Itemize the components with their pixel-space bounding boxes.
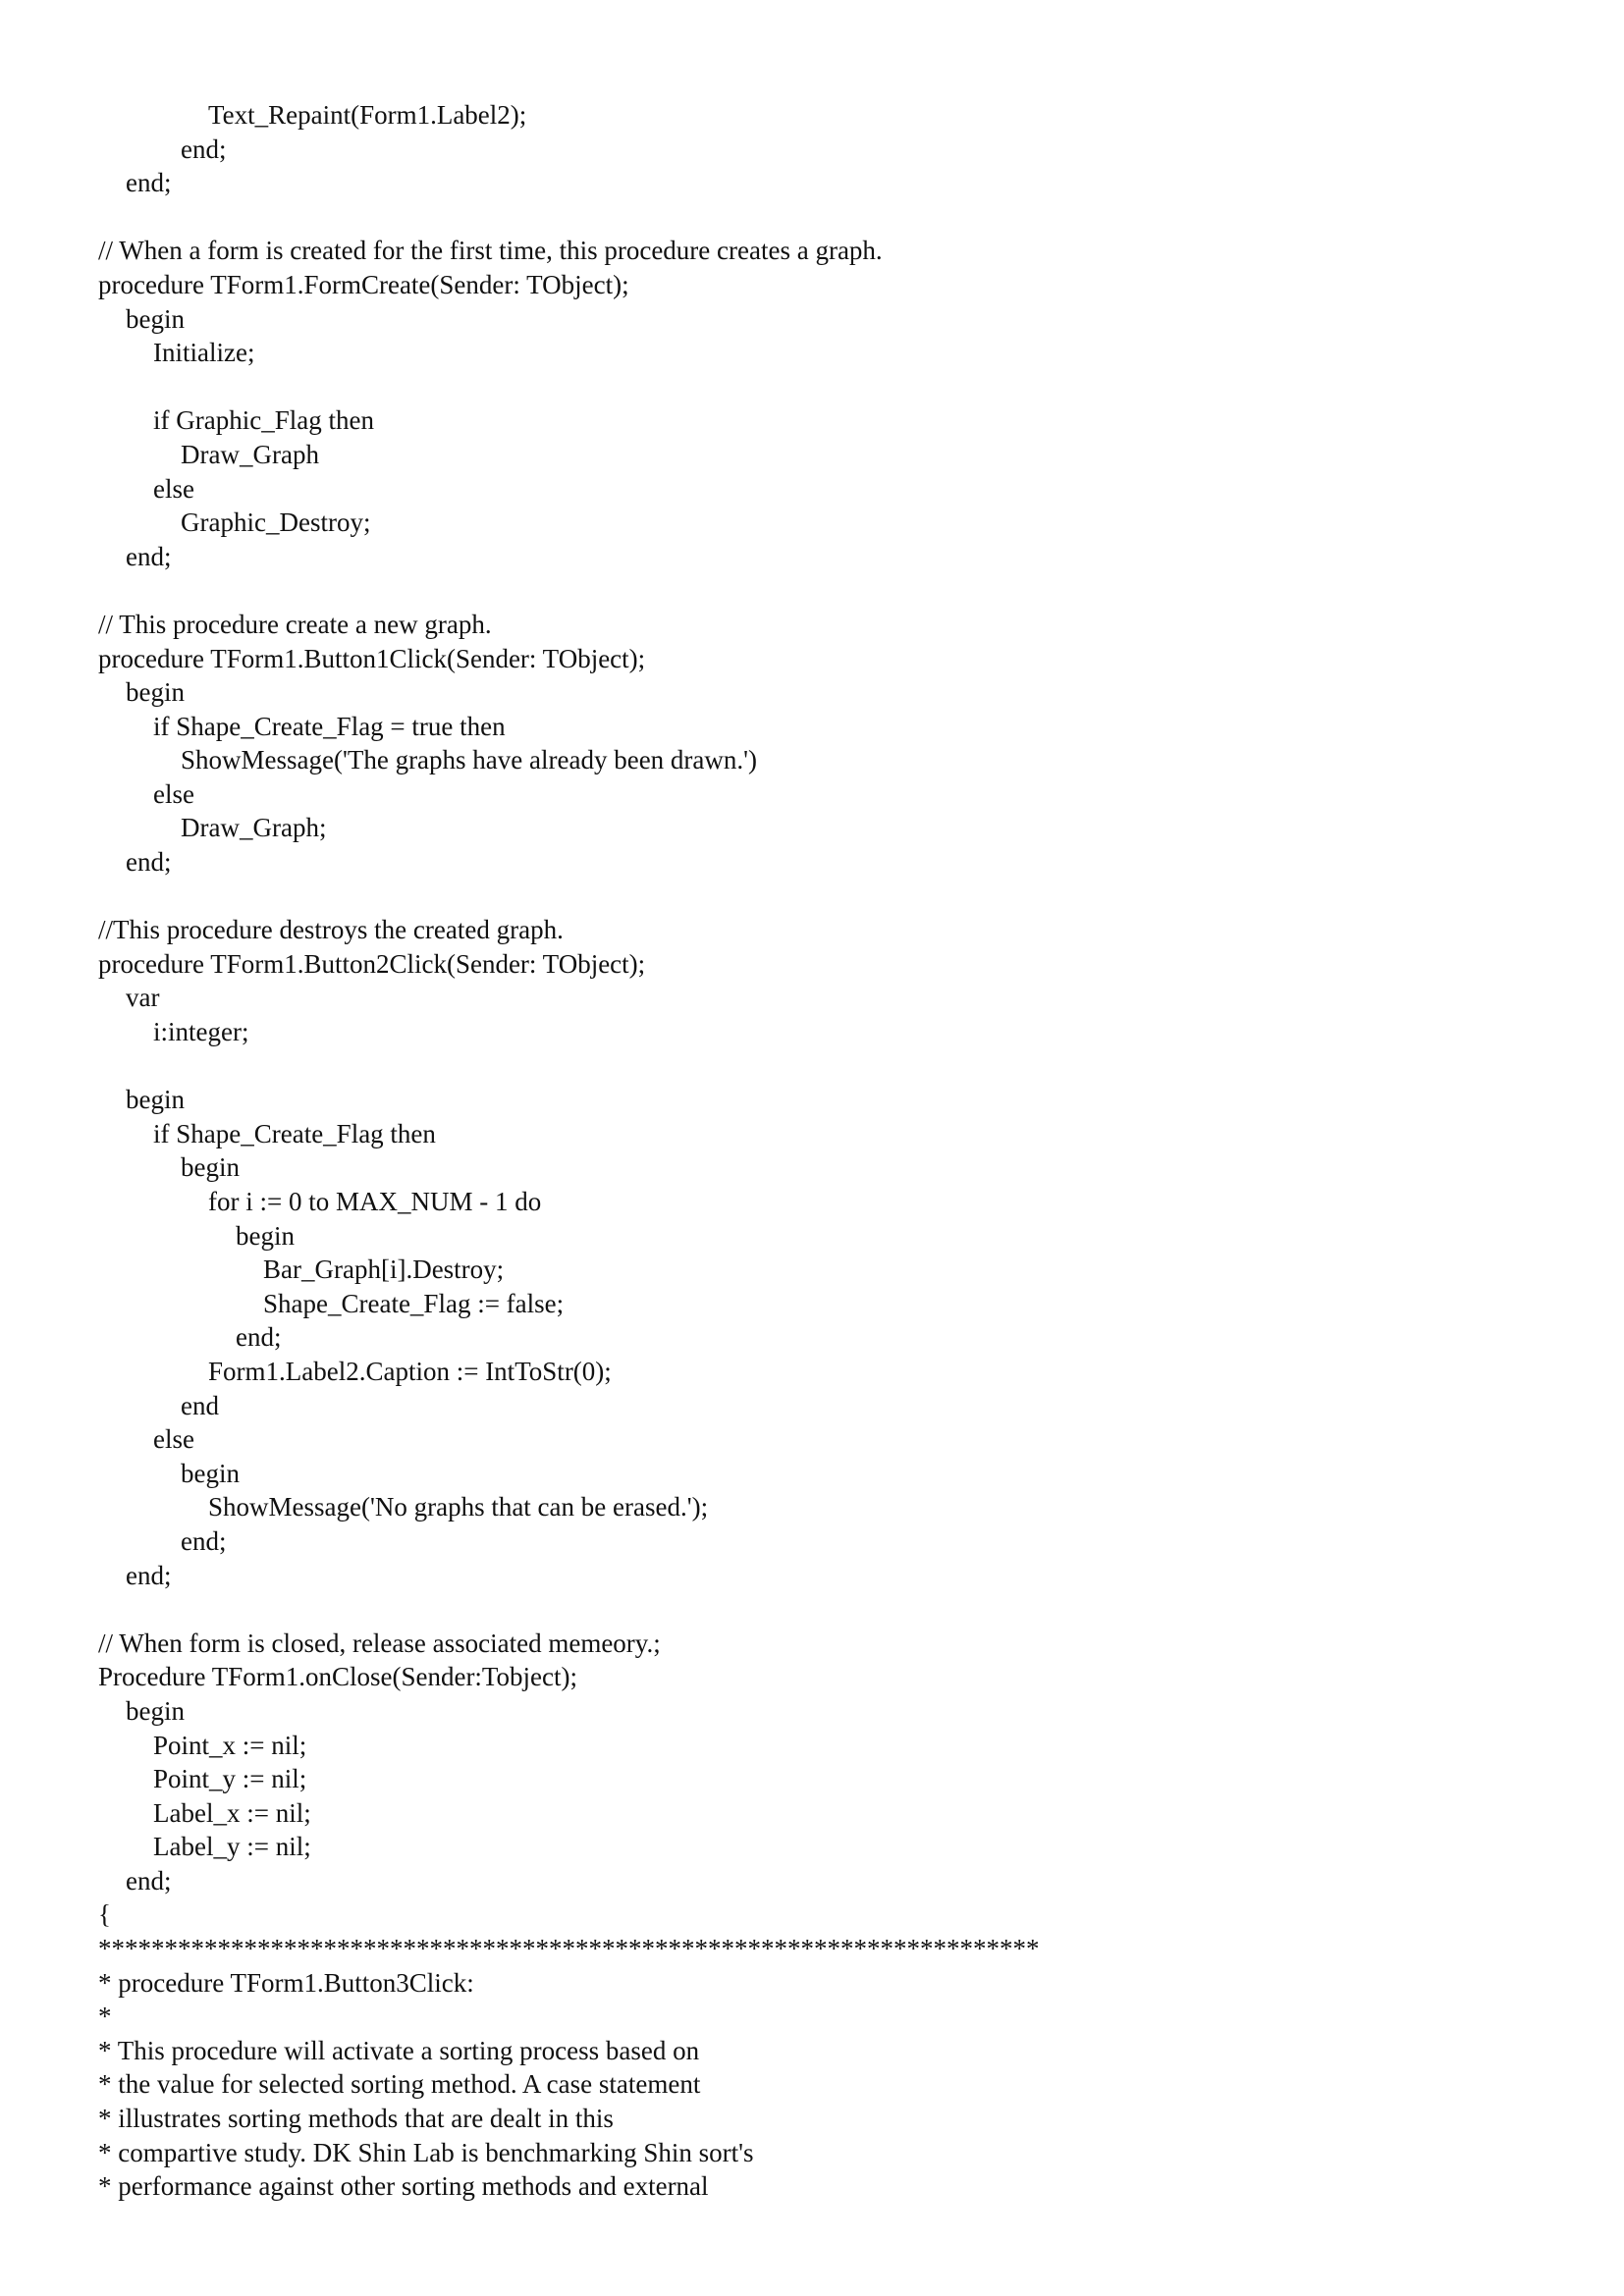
code-line: end: [181, 1390, 219, 1420]
code-line: Procedure TForm1.onClose(Sender:Tobject);: [98, 1662, 578, 1692]
code-line: if Graphic_Flag then: [153, 405, 374, 436]
code-line: * illustrates sorting methods that are dealt in this: [98, 2104, 614, 2134]
code-line: Point_x := nil;: [153, 1730, 307, 1760]
code-line: Bar_Graph[i].Destroy;: [263, 1255, 505, 1285]
code-line: begin: [126, 677, 185, 708]
code-line: Point_y := nil;: [153, 1764, 307, 1794]
code-listing: [98, 98, 1551, 2204]
code-line: ***********************************************************************: [98, 1934, 1040, 1964]
code-line: i:integer;: [153, 1017, 249, 1047]
code-line: if Shape_Create_Flag then: [153, 1118, 436, 1148]
code-line: Draw_Graph: [181, 439, 319, 469]
code-line: // When a form is created for the first time, this procedure creates a graph.: [98, 236, 883, 266]
code-line: ShowMessage('The graphs have already been drawn.'): [181, 745, 758, 775]
code-line: end;: [181, 1525, 227, 1556]
code-line: begin: [126, 1085, 185, 1115]
code-line: ShowMessage('No graphs that can be erased.');: [208, 1492, 709, 1522]
code-line: end;: [126, 1560, 172, 1590]
code-line: procedure TForm1.Button1Click(Sender: TObject);: [98, 643, 646, 673]
code-line: begin: [126, 1695, 185, 1726]
code-line: //This procedure destroys the created graph.: [98, 915, 564, 945]
code-line: end;: [126, 168, 172, 198]
code-line: Form1.Label2.Caption := IntToStr(0);: [208, 1356, 612, 1386]
code-line: * procedure TForm1.Button3Click:: [98, 1967, 474, 1998]
code-line: if Shape_Create_Flag = true then: [153, 711, 506, 741]
code-line: {: [98, 1899, 111, 1930]
code-line: end;: [181, 133, 227, 164]
code-line: else: [153, 778, 194, 809]
code-line: // This procedure create a new graph.: [98, 609, 492, 639]
code-line: Draw_Graph;: [181, 813, 327, 843]
code-line: end;: [126, 1865, 172, 1896]
code-line: procedure TForm1.FormCreate(Sender: TObject);: [98, 269, 629, 299]
code-line: end;: [126, 541, 172, 571]
code-line: Shape_Create_Flag := false;: [263, 1288, 565, 1318]
code-line: var: [126, 983, 160, 1013]
code-line: begin: [126, 303, 185, 334]
blank-line: [98, 573, 1551, 608]
code-line: * compartive study. DK Shin Lab is benchmarking Shin sort's: [98, 2137, 754, 2167]
code-line: *: [98, 2002, 112, 2032]
code-line: begin: [236, 1220, 295, 1251]
code-line: Graphic_Destroy;: [181, 507, 371, 538]
code-line: Initialize;: [153, 338, 255, 368]
code-line: end;: [236, 1322, 282, 1353]
blank-line: [98, 370, 1551, 404]
blank-line: [98, 1592, 1551, 1627]
code-line: * This procedure will activate a sorting process based on: [98, 2035, 700, 2065]
code-line: * the value for selected sorting method. A case statement: [98, 2069, 701, 2100]
code-line: else: [153, 473, 194, 504]
code-line: else: [153, 1424, 194, 1455]
code-line: for i := 0 to MAX_NUM - 1 do: [208, 1187, 542, 1216]
blank-line: [98, 1049, 1551, 1084]
code-line: // When form is closed, release associated memeory.;: [98, 1628, 661, 1658]
code-line: Text_Repaint(Form1.Label2);: [208, 100, 527, 130]
code-line: procedure TForm1.Button2Click(Sender: TObject);: [98, 948, 646, 979]
blank-line: [98, 200, 1551, 235]
code-line: begin: [181, 1458, 240, 1488]
code-line: Label_x := nil;: [153, 1797, 311, 1828]
code-line: begin: [181, 1152, 240, 1183]
code-line: * performance against other sorting methods and external: [98, 2171, 709, 2202]
code-line: Label_y := nil;: [153, 1832, 311, 1862]
code-line: end;: [126, 847, 172, 878]
blank-line: [98, 880, 1551, 914]
